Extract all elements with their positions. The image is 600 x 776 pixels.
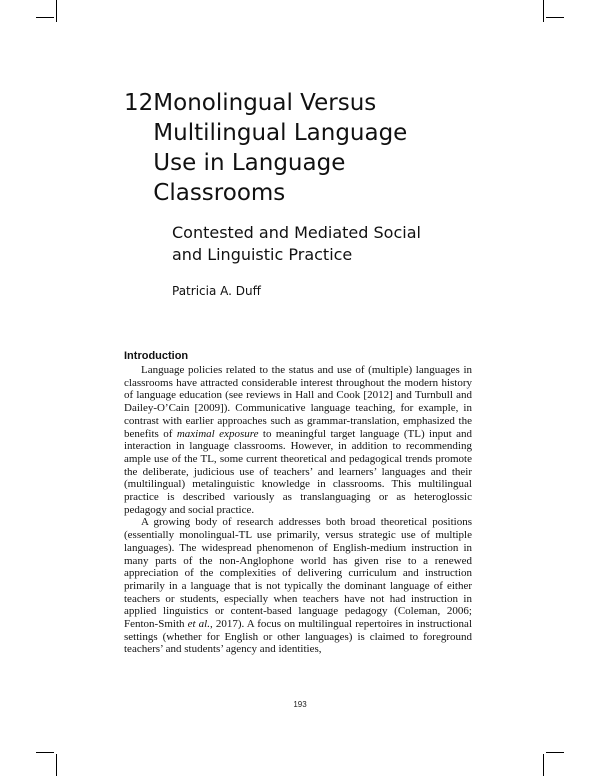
- paragraph-text: A growing body of research addresses both broad theoretical positions (essentially monolingual-TL use primarily, versus strategic use of multiple languages). The widespread phenomenon of English-medium instruction in many parts of the non-Anglophone world has given rise to a renewed appreciation of the complexities of delivering curriculum and instruction primarily in a language that is not typically the dominant language of either teachers or students, especially when teachers have not had instruction in applied linguistics or content-based language pedagogy (Coleman, 2006; Fenton-Smith: [124, 516, 472, 631]
- crop-mark: [546, 752, 564, 753]
- chapter-heading: [124, 88, 444, 298]
- page-number: 193: [293, 700, 307, 709]
- crop-mark: [36, 752, 54, 753]
- crop-mark: [36, 17, 54, 18]
- paragraph-text: to meaningful target language (TL) input and interaction in language classrooms. However, in addition to recommending ample use of the TL, some current theoretical and pedagogical trends promote the deliberate, judicious use of teachers’ and learners’ languages and their (multilingual) metalinguistic knowledge in classrooms. This multilingual practice is described variously as translanguaging or as heteroglossic pedagogy and social practice.: [124, 427, 472, 516]
- crop-mark: [543, 0, 544, 22]
- paragraph: [124, 364, 472, 516]
- paragraph-text: , 2017). A focus on multilingual repertoires in instructional settings (whether for English or other languages) is claimed to foreground teachers’ and students’ agency and identities,: [124, 618, 472, 656]
- paragraph-emphasis: et al.: [187, 618, 210, 631]
- crop-mark: [543, 754, 544, 776]
- paragraph-emphasis: maximal exposure: [176, 427, 259, 440]
- paragraph-text: Language policies related to the status and use of (multiple) languages in classrooms have attracted considerable interest throughout the modern history of language education (see reviews in Hall and Cook [2012] and Turnbull and Dailey-O’Cain [2009]). Communicative language teaching, for example, in contrast with earlier approaches such as grammar-translation, emphasized the benefits of: [124, 364, 472, 440]
- crop-mark: [56, 754, 57, 776]
- chapter-number: 12: [124, 90, 154, 116]
- chapter-author: Patricia A. Duff: [172, 284, 261, 298]
- section-heading: Introduction: [124, 350, 189, 362]
- chapter-subtitle: Contested and Mediated Social and Linguistic Practice: [172, 223, 421, 264]
- crop-mark: [546, 17, 564, 18]
- body-text: [124, 364, 472, 656]
- paragraph: [124, 516, 472, 656]
- crop-mark: [56, 0, 57, 22]
- chapter-title: Monolingual Versus Multilingual Language Use in Language Classrooms: [153, 90, 408, 206]
